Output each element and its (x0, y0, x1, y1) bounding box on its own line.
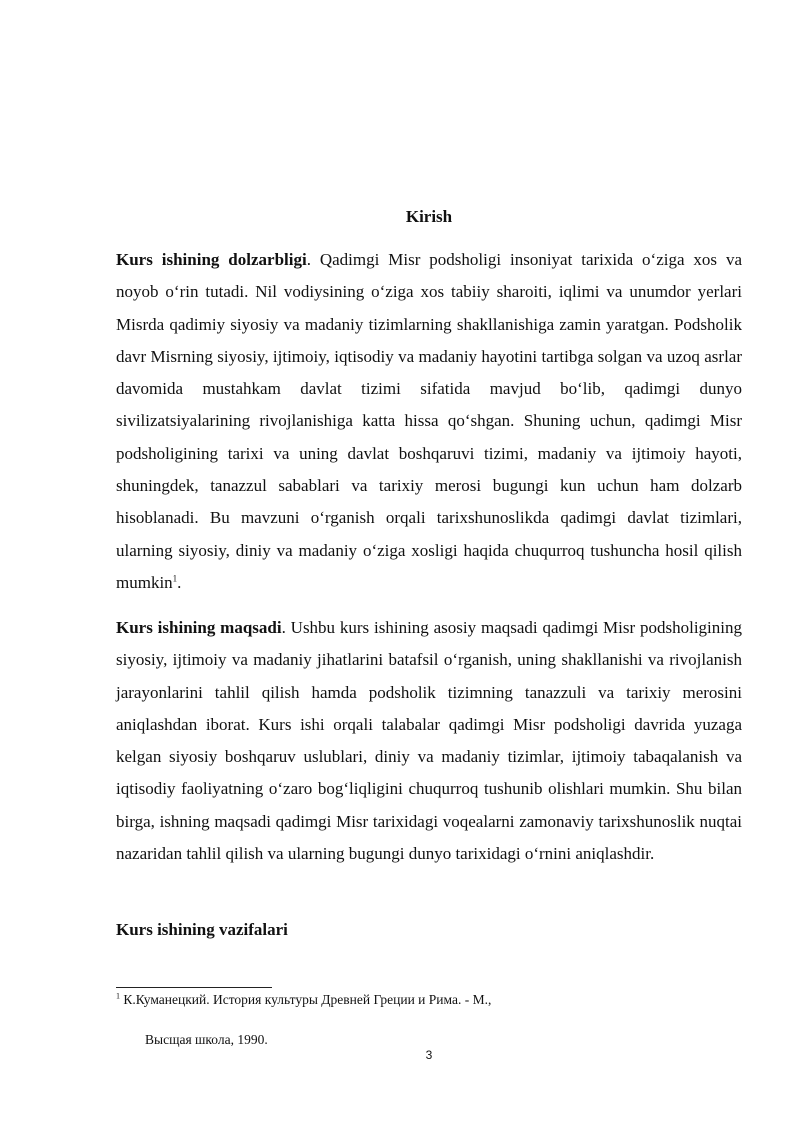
footnote-line-2: Высщая школа, 1990. (145, 1032, 268, 1047)
paragraph-relevance (116, 244, 742, 599)
section-heading: Kirish (405, 207, 453, 226)
paragraph-relevance-text: . Qadimgi Misr podsholigi insoniyat tarixida oʻziga xos va noyob oʻrin tutadi. Nil vodiysining oʻziga xos tabiiy sharoiti, iqlimi va unumdor yerlari Misrda qadimiy siyosiy va madaniy tizimlarning shakllanishiga zamin yaratgan. Podsholik davr Misrning siyosiy, ijtimoiy, iqtisodiy va madaniy hayotini tartibga solgan va uzoq asrlar davomida mustahkam davlat tizimi sifatida mavjud boʻlib, qadimgi dunyo sivilizatsiyalarining rivojlanishiga katta hissa qoʻshgan. Shuning uchun, qadimgi Misr podsholigining tarixi va uning davlat boshqaruvi tizimi, madaniy va ijtimoiy hayoti, shuningdek, tanazzul sabablari va tarixiy merosi bugungi kun uchun ham dolzarb hisoblanadi. Bu mavzuni oʻrganish orqali tarixshunoslikda qadimgi davlat tizimlari, ularning siyosiy, diniy va madaniy oʻziga xosligi haqida chuqurroq tushuncha hosil qilish mumkin (116, 250, 742, 592)
paragraph-goal-lead: Kurs ishining maqsadi (116, 618, 282, 637)
footnote-separator (116, 987, 272, 988)
paragraph-relevance-end: . (177, 572, 182, 592)
footnote-reference[interactable]: 1 (172, 573, 178, 584)
footnote-line-1 (116, 991, 742, 1009)
paragraph-tasks-heading: Kurs ishining vazifalari (116, 920, 288, 939)
page-number: 3 (425, 1048, 433, 1062)
paragraph-relevance-lead: Kurs ishining dolzarbligi (116, 250, 307, 269)
footnote-marker: 1 (116, 991, 120, 1001)
paragraph-goal (116, 612, 742, 870)
paragraph-goal-text: . Ushbu kurs ishining asosiy maqsadi qadimgi Misr podsholigining siyosiy, ijtimoiy va madaniy jihatlarini batafsil oʻrganish, uning shakllanishi va rivojlanish jarayonlarini tahlil qilish hamda podsholik tizimning tanazzuli va tarixiy merosini aniqlashdan iborat. Kurs ishi orqali talabalar qadimgi Misr podsholigi davrida yuzaga kelgan siyosiy boshqaruv uslublari, diniy va madaniy tizimlar, ijtimoiy tabaqalanish va iqtisodiy faoliyatning oʻzaro bogʻliqligini chuqurroq tushunib olishlari mumkin. Shu bilan birga, ishning maqsadi qadimgi Misr tarixidagi voqealarni zamonaviy tarixshunoslik nuqtai nazaridan tahlil qilish va ularning bugungi dunyo tarixidagi oʻrnini aniqlashdir. (116, 618, 742, 864)
footnote-text: К.Куманецкий. История культуры Древней Греции и Рима. - М., (120, 992, 492, 1007)
